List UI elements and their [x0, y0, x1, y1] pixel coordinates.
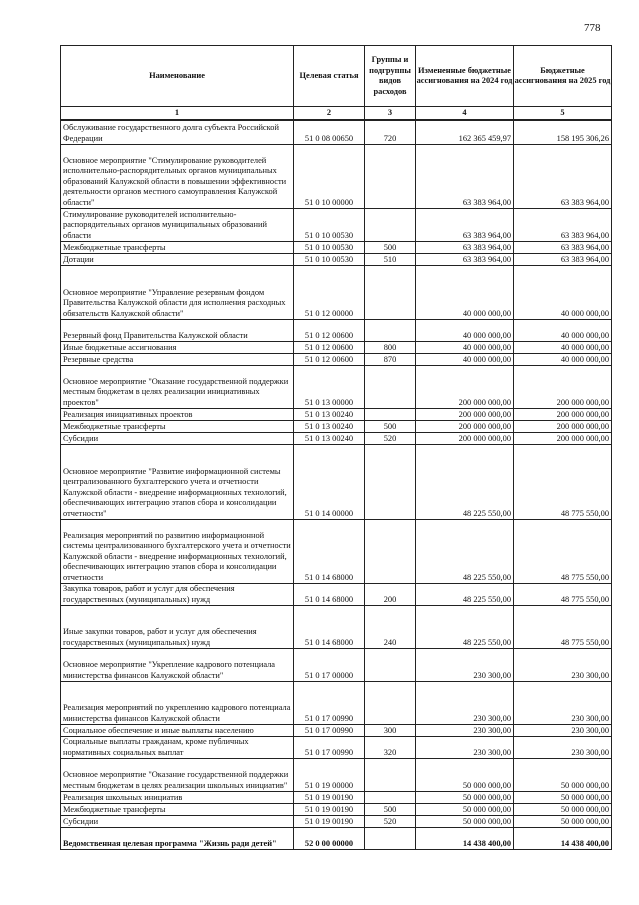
- row-group: [365, 520, 416, 584]
- row-amount-2024: 200 000 000,00: [416, 366, 514, 409]
- row-group: [365, 266, 416, 320]
- row-name: Резервный фонд Правительства Калужской области: [61, 320, 294, 342]
- row-amount-2025: 40 000 000,00: [514, 266, 612, 320]
- row-code: 51 0 12 00600: [294, 320, 365, 342]
- row-code: 51 0 14 68000: [294, 520, 365, 584]
- table-row: [61, 606, 612, 649]
- row-code: 51 0 17 00990: [294, 737, 365, 759]
- row-code: 51 0 10 00530: [294, 242, 365, 254]
- row-amount-2025: 63 383 964,00: [514, 145, 612, 209]
- row-group: 800: [365, 342, 416, 354]
- row-code: 51 0 13 00240: [294, 421, 365, 433]
- row-group: [365, 366, 416, 409]
- table-row: [61, 145, 612, 209]
- row-amount-2025: 230 300,00: [514, 682, 612, 725]
- table-row: [61, 649, 612, 682]
- row-name: Реализация инициативных проектов: [61, 409, 294, 421]
- row-name: Дотации: [61, 254, 294, 266]
- row-code: 51 0 19 00190: [294, 816, 365, 828]
- table-header-row: [61, 46, 612, 107]
- row-amount-2025: 158 195 306,26: [514, 120, 612, 145]
- row-group: 300: [365, 725, 416, 737]
- table-row: [61, 584, 612, 606]
- row-amount-2024: 14 438 400,00: [416, 828, 514, 850]
- row-name: Обслуживание государственного долга субъекта Российской Федерации: [61, 120, 294, 145]
- row-code: 51 0 17 00990: [294, 725, 365, 737]
- table-row: [61, 682, 612, 725]
- row-amount-2025: 48 775 550,00: [514, 584, 612, 606]
- row-amount-2024: 162 365 459,97: [416, 120, 514, 145]
- row-name: Иные бюджетные ассигнования: [61, 342, 294, 354]
- row-amount-2025: 50 000 000,00: [514, 804, 612, 816]
- row-amount-2025: 40 000 000,00: [514, 320, 612, 342]
- table-row: [61, 520, 612, 584]
- header-group: Группы и подгруппы видов расходов: [365, 46, 416, 107]
- row-amount-2024: 50 000 000,00: [416, 759, 514, 792]
- budget-table: [60, 45, 612, 850]
- row-amount-2024: 63 383 964,00: [416, 254, 514, 266]
- row-group: [365, 792, 416, 804]
- row-group: [365, 209, 416, 242]
- row-amount-2024: 48 225 550,00: [416, 445, 514, 520]
- table-row: [61, 120, 612, 145]
- row-amount-2025: 48 775 550,00: [514, 606, 612, 649]
- row-group: 500: [365, 421, 416, 433]
- row-code: 51 0 17 00000: [294, 649, 365, 682]
- row-group: [365, 409, 416, 421]
- row-amount-2024: 50 000 000,00: [416, 792, 514, 804]
- row-amount-2024: 230 300,00: [416, 725, 514, 737]
- row-group: [365, 145, 416, 209]
- row-group: 720: [365, 120, 416, 145]
- row-code: 51 0 10 00000: [294, 145, 365, 209]
- row-amount-2024: 63 383 964,00: [416, 209, 514, 242]
- row-group: [365, 445, 416, 520]
- row-group: 500: [365, 804, 416, 816]
- row-amount-2025: 48 775 550,00: [514, 520, 612, 584]
- column-number: 2: [294, 107, 365, 121]
- row-amount-2025: 14 438 400,00: [514, 828, 612, 850]
- table-row: [61, 445, 612, 520]
- header-2025: Бюджетные ассигнования на 2025 год: [514, 46, 612, 107]
- column-number-row: [61, 107, 612, 121]
- row-code: 51 0 12 00000: [294, 266, 365, 320]
- row-amount-2024: 63 383 964,00: [416, 242, 514, 254]
- row-group: 510: [365, 254, 416, 266]
- row-amount-2024: 200 000 000,00: [416, 421, 514, 433]
- row-name: Основное мероприятие "Управление резервным фондом Правительства Калужской области для исполнения расходных обязательств Калужской области": [61, 266, 294, 320]
- row-code: 51 0 13 00240: [294, 433, 365, 445]
- table-row: [61, 421, 612, 433]
- row-code: 51 0 14 68000: [294, 606, 365, 649]
- row-name: Ведомственная целевая программа "Жизнь ради детей": [61, 828, 294, 850]
- row-amount-2025: 230 300,00: [514, 649, 612, 682]
- row-amount-2025: 48 775 550,00: [514, 445, 612, 520]
- column-number: 1: [61, 107, 294, 121]
- table-row: [61, 433, 612, 445]
- row-amount-2024: 63 383 964,00: [416, 145, 514, 209]
- table-row: [61, 266, 612, 320]
- row-amount-2024: 40 000 000,00: [416, 266, 514, 320]
- table-row: [61, 254, 612, 266]
- header-name: Наименование: [61, 46, 294, 107]
- row-amount-2025: 40 000 000,00: [514, 342, 612, 354]
- row-name: Социальное обеспечение и иные выплаты населению: [61, 725, 294, 737]
- row-amount-2025: 50 000 000,00: [514, 792, 612, 804]
- row-group: [365, 682, 416, 725]
- row-name: Основное мероприятие "Оказание государственной поддержки местным бюджетам в целях реализации школьных инициатив": [61, 759, 294, 792]
- table-row: [61, 725, 612, 737]
- row-name: Реализация мероприятий по укреплению кадрового потенциала министерства финансов Калужской области: [61, 682, 294, 725]
- column-number: 3: [365, 107, 416, 121]
- table-row: [61, 209, 612, 242]
- row-group: 240: [365, 606, 416, 649]
- row-group: 520: [365, 433, 416, 445]
- row-name: Основное мероприятие "Стимулирование руководителей исполнительно-распорядительных органов муниципальных образований Калужской области в повышении эффективности деятельности органов местного самоуправления Калужской области": [61, 145, 294, 209]
- row-name: Основное мероприятие "Укрепление кадрового потенциала министерства финансов Калужской области": [61, 649, 294, 682]
- row-name: Основное мероприятие "Оказание государственной поддержки местным бюджетам в целях реализации инициативных проектов": [61, 366, 294, 409]
- row-amount-2025: 50 000 000,00: [514, 759, 612, 792]
- row-amount-2024: 200 000 000,00: [416, 409, 514, 421]
- row-amount-2024: 48 225 550,00: [416, 584, 514, 606]
- row-group: 520: [365, 816, 416, 828]
- row-amount-2025: 230 300,00: [514, 725, 612, 737]
- row-amount-2024: 230 300,00: [416, 649, 514, 682]
- row-name: Иные закупки товаров, работ и услуг для обеспечения государственных (муниципальных) нужд: [61, 606, 294, 649]
- row-code: 51 0 19 00190: [294, 804, 365, 816]
- row-amount-2025: 50 000 000,00: [514, 816, 612, 828]
- column-number: 4: [416, 107, 514, 121]
- table-row: [61, 792, 612, 804]
- row-amount-2025: 200 000 000,00: [514, 433, 612, 445]
- row-amount-2024: 230 300,00: [416, 737, 514, 759]
- column-number: 5: [514, 107, 612, 121]
- row-amount-2025: 200 000 000,00: [514, 421, 612, 433]
- row-group: [365, 649, 416, 682]
- row-name: Основное мероприятие "Развитие информационной системы централизованного бухгалтерского учета и отчетности Калужской области - внедрение информационных технологий, обеспечивающих интеграцию этапов сбора и консолидации отчетности": [61, 445, 294, 520]
- row-code: 51 0 14 68000: [294, 584, 365, 606]
- row-amount-2024: 40 000 000,00: [416, 354, 514, 366]
- row-amount-2024: 50 000 000,00: [416, 816, 514, 828]
- row-code: 51 0 14 00000: [294, 445, 365, 520]
- row-name: Субсидии: [61, 433, 294, 445]
- row-amount-2024: 48 225 550,00: [416, 606, 514, 649]
- row-group: 870: [365, 354, 416, 366]
- header-2024: Измененные бюджетные ассигнования на 2024 год: [416, 46, 514, 107]
- row-name: Социальные выплаты гражданам, кроме публичных нормативных социальных выплат: [61, 737, 294, 759]
- row-code: 51 0 10 00530: [294, 209, 365, 242]
- row-group: 500: [365, 242, 416, 254]
- row-group: [365, 320, 416, 342]
- row-code: 52 0 00 00000: [294, 828, 365, 850]
- row-amount-2024: 230 300,00: [416, 682, 514, 725]
- row-group: 320: [365, 737, 416, 759]
- row-name: Стимулирование руководителей исполнительно-распорядительных органов муниципальных образований области: [61, 209, 294, 242]
- table-row: [61, 816, 612, 828]
- row-amount-2024: 200 000 000,00: [416, 433, 514, 445]
- row-name: Межбюджетные трансферты: [61, 804, 294, 816]
- table-row: [61, 828, 612, 850]
- table-row: [61, 366, 612, 409]
- row-name: Закупка товаров, работ и услуг для обеспечения государственных (муниципальных) нужд: [61, 584, 294, 606]
- row-name: Межбюджетные трансферты: [61, 421, 294, 433]
- row-amount-2025: 40 000 000,00: [514, 354, 612, 366]
- row-name: Резервные средства: [61, 354, 294, 366]
- row-code: 51 0 10 00530: [294, 254, 365, 266]
- table-row: [61, 737, 612, 759]
- row-code: 51 0 12 00600: [294, 354, 365, 366]
- row-code: 51 0 19 00000: [294, 759, 365, 792]
- row-group: [365, 828, 416, 850]
- row-amount-2025: 63 383 964,00: [514, 254, 612, 266]
- row-amount-2025: 63 383 964,00: [514, 209, 612, 242]
- row-name: Реализация мероприятий по развитию информационной системы централизованного бухгалтерского учета и отчетности Калужской области - внедрение информационных технологий, обеспечивающих интеграцию этапов сбора и консолидации отчетности: [61, 520, 294, 584]
- row-amount-2024: 40 000 000,00: [416, 342, 514, 354]
- row-group: 200: [365, 584, 416, 606]
- row-name: Субсидии: [61, 816, 294, 828]
- row-amount-2025: 230 300,00: [514, 737, 612, 759]
- table-row: [61, 804, 612, 816]
- row-code: 51 0 08 00650: [294, 120, 365, 145]
- row-amount-2024: 48 225 550,00: [416, 520, 514, 584]
- table-row: [61, 242, 612, 254]
- row-amount-2025: 63 383 964,00: [514, 242, 612, 254]
- row-name: Реализация школьных инициатив: [61, 792, 294, 804]
- row-amount-2024: 40 000 000,00: [416, 320, 514, 342]
- table-body: [61, 120, 612, 850]
- row-code: 51 0 19 00190: [294, 792, 365, 804]
- table-row: [61, 759, 612, 792]
- row-group: [365, 759, 416, 792]
- row-code: 51 0 12 00600: [294, 342, 365, 354]
- row-code: 51 0 13 00000: [294, 366, 365, 409]
- row-amount-2025: 200 000 000,00: [514, 366, 612, 409]
- table-row: [61, 354, 612, 366]
- table-row: [61, 320, 612, 342]
- header-code: Целевая статья: [294, 46, 365, 107]
- page-number: 778: [584, 22, 601, 34]
- row-amount-2024: 50 000 000,00: [416, 804, 514, 816]
- row-amount-2025: 200 000 000,00: [514, 409, 612, 421]
- row-code: 51 0 13 00240: [294, 409, 365, 421]
- table-row: [61, 342, 612, 354]
- table-row: [61, 409, 612, 421]
- row-name: Межбюджетные трансферты: [61, 242, 294, 254]
- row-code: 51 0 17 00990: [294, 682, 365, 725]
